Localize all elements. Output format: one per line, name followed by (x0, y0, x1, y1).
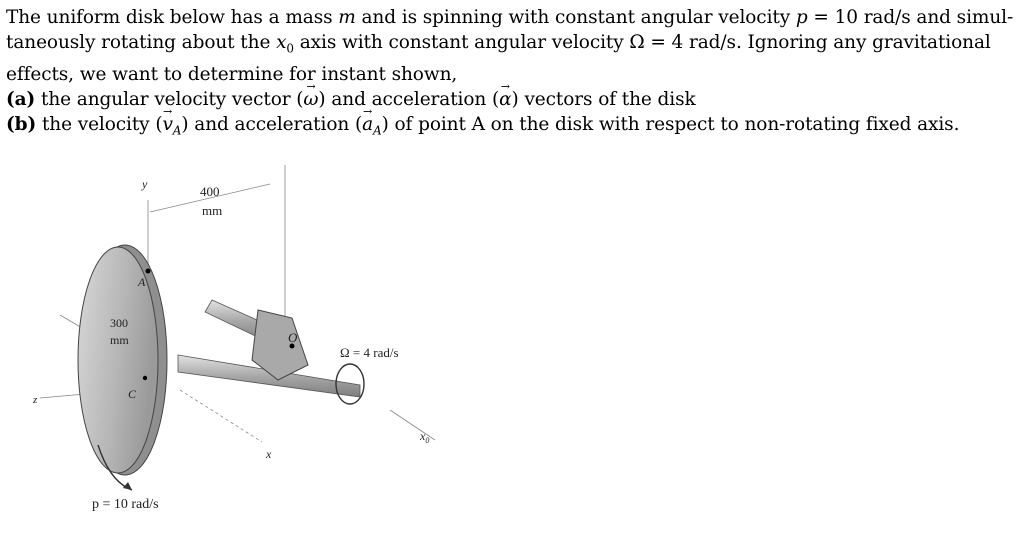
spin-rate-label: p = 10 rad/s (92, 497, 159, 512)
omega-label: Ω = 4 rad/s (340, 345, 399, 360)
shaft-assembly (178, 300, 364, 404)
y-axis-label: y (142, 177, 148, 191)
part-a-text-3: ) vectors of the disk (511, 88, 696, 110)
mass-symbol: m (338, 7, 356, 28)
velocity-vector: → v (162, 112, 172, 137)
disk-face (78, 247, 158, 473)
intro-text-4: axis with constant angular velocity Ω = 4 rad/s. Ignoring any gravitational (299, 32, 991, 53)
x0-subscript: 0 (286, 41, 294, 56)
dimension-300-value: 300 (110, 316, 128, 330)
omega-vector: → ω (303, 87, 318, 112)
point-a-marker (146, 269, 151, 274)
p-value: = 10 rad/s and simul- (813, 7, 1014, 28)
dimension-300-unit: mm (110, 333, 129, 347)
point-c-label: C (128, 387, 137, 401)
intro-text-1: The uniform disk below has a mass (6, 7, 333, 28)
disk (78, 245, 167, 490)
dimension-400-unit: mm (202, 203, 223, 218)
disk-figure (30, 160, 460, 520)
part-b-text-3: ) of point A on the disk with respect to non-rotating fixed axis. (381, 113, 960, 135)
point-c-marker (143, 376, 147, 380)
acceleration-vector: → a (362, 112, 373, 137)
part-b-text-2: ) and acceleration ( (181, 113, 363, 135)
part-a-text-2: ) and acceleration ( (318, 88, 500, 110)
x-axis-label: x (266, 447, 272, 461)
part-b-text-1: the velocity ( (41, 113, 163, 135)
part-a-label: (a) (6, 88, 36, 110)
intro-text-2: and is spinning with constant angular velocity (361, 7, 791, 28)
dimension-400-value: 400 (200, 184, 220, 199)
x0-symbol: x (276, 32, 287, 53)
alpha-vector: → α (499, 87, 511, 112)
problem-statement (6, 5, 1016, 143)
part-b (6, 112, 1016, 144)
x0-axis-label: $x_0$ (420, 429, 430, 445)
p-symbol: p (795, 7, 808, 28)
point-a-label: A (138, 275, 146, 289)
part-a-text-1: the angular velocity vector ( (40, 88, 304, 110)
z-axis-label: z (33, 394, 38, 406)
point-o-label: O (288, 330, 298, 345)
part-b-label: (b) (6, 113, 37, 135)
x-axis-line (180, 390, 262, 442)
intro-text-5: effects, we want to determine for instant shown, (6, 63, 458, 85)
velocity-subscript: A (172, 123, 182, 138)
intro-text-3: taneously rotating about the (6, 32, 271, 53)
acceleration-subscript: A (373, 123, 382, 138)
part-a (6, 87, 1016, 112)
